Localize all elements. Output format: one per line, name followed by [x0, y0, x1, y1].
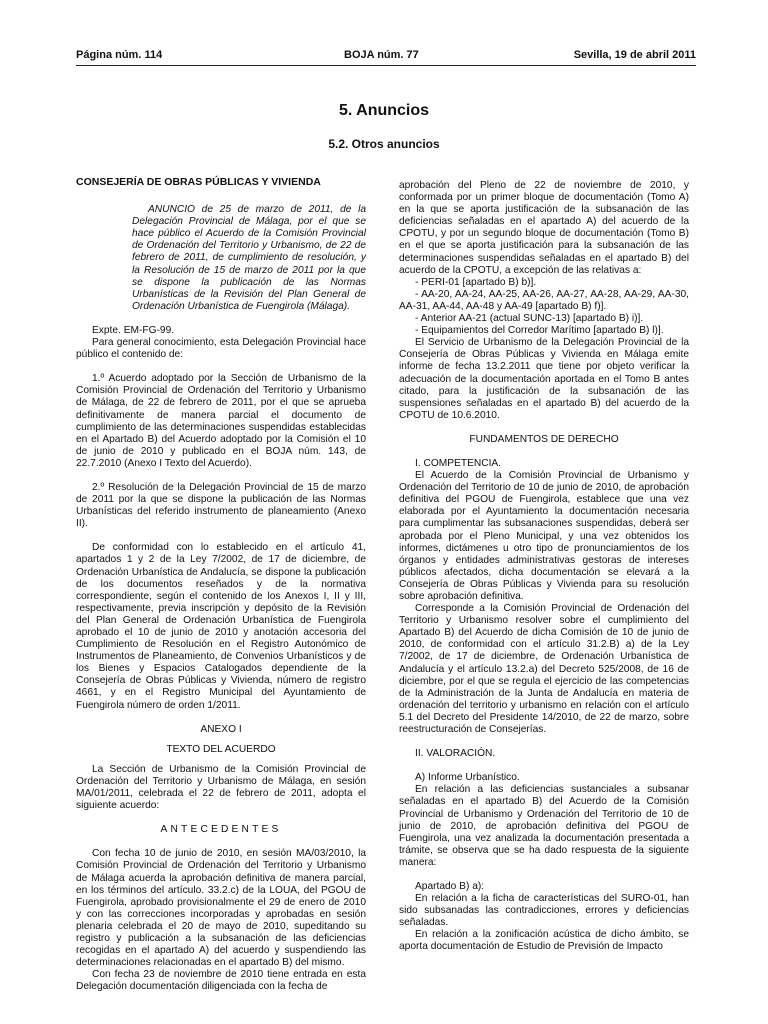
- left-column: [76, 176, 366, 993]
- paragraph: aprobación del Pleno de 22 de noviembre de 2010, y conformada por un primer bloque de documentación (Tomo A) en la que se aporta justificación de la subsanación de las deficiencias señaladas en el apartado A) del acuerdo de la CPOTU, y por un segundo bloque de documentación (Tomo B) en el que se aporta justificación para la subsanación de las determinaciones suspendidas señaladas en el apartado B) del acuerdo de la CPOTU, a excepción de las relativas a:: [399, 180, 689, 276]
- subsection-title: 5.2. Otros anuncios: [328, 137, 440, 151]
- paragraph: Corresponde a la Comisión Provincial de Ordenación del Territorio y Urbanismo resolver sobre el cumplimiento del Apartado B) del Acuerdo de dicha Comisión de 10 de junio de 2010, de conformidad con el artículo 31.2.B) a) de la Ley 7/2002, de 17 de diciembre, de Ordenación Urbanística de Andalucía y el artículo 13.2.a) del Decreto 525/2008, de 16 de diciembre, por el que se regula el ejercicio de las competencias de la Administración de la Junta de Andalucía en materia de ordenación del territorio y urbanismo en relación con el artículo 5.1 del Decreto del Presidente 14/2010, de 22 de marzo, sobre reestructuración de Consejerías.: [399, 603, 689, 736]
- paragraph: 1.º Acuerdo adoptado por la Sección de Urbanismo de la Comisión Provincial de Ordenación del Territorio y Urbanismo de Málaga, de 22 de febrero de 2011, por el que se aprueba definitivamente de manera parcial el documento de cumplimiento de las determinaciones suspendidas establecidas en el Apartado B) del Acuerdo adoptado por la Comisión el 10 de junio de 2010 y publicado en el BOJA núm. 143, de 22.7.2010 (Anexo I Texto del Acuerdo).: [76, 373, 366, 469]
- section-title: 5. Anuncios: [338, 102, 430, 119]
- list-item: - Equipamientos del Corredor Marítimo [apartado B) l)].: [415, 325, 664, 337]
- annex-title: ANEXO I: [200, 723, 242, 735]
- right-column: [399, 180, 689, 954]
- informe-heading: A) Informe Urbanístico.: [415, 772, 520, 784]
- page-header: [76, 49, 696, 65]
- paragraph: 2.º Resolución de la Delegación Provincial de 15 de marzo de 2011 por la que se dispone la publicación de las Normas Urbanísticas del referido instrumento de planeamiento (Anexo II).: [76, 481, 366, 530]
- paragraph: Para general conocimiento, esta Delegación Provincial hace público el contenido de:: [76, 337, 366, 361]
- list-item: - AA-20, AA-24, AA-25, AA-26, AA-27, AA-28, AA-29, AA-30, AA-31, AA-44, AA-48 y AA-49 [apartado B) f)].: [399, 288, 689, 312]
- paragraph: Con fecha 10 de junio de 2010, en sesión MA/03/2010, la Comisión Provincial de Ordenación del Territorio y Urbanismo de Málaga acuerda la aprobación definitiva de manera parcial, en los términos del artículo. 33.2.c) de la LOUA, del PGOU de Fuengirola, aprobado provisionalmente el 29 de enero de 2010 y con las correcciones incorporadas y aprobadas en sesión plenaria celebrada el 20 de mayo de 2010, supeditando su registro y publicación a la subsanación de las deficiencias recogidas en el apartado A) del acuerdo y suspendiendo las determinaciones relacionadas en el apartado B) del mismo.: [76, 848, 366, 969]
- paragraph: En relación a la zonificación acústica de dicho ámbito, se aporta documentación de Estudio de Previsión de Impacto: [399, 929, 689, 953]
- competencia-heading: I. COMPETENCIA.: [415, 457, 502, 469]
- paragraph: Con fecha 23 de noviembre de 2010 tiene entrada en esta Delegación documentación diligenciada con la fecha de: [76, 969, 366, 993]
- list-item: - Anterior AA-21 (actual SUNC-13) [apartado B) i)].: [415, 313, 644, 325]
- paragraph: El Servicio de Urbanismo de la Delegación Provincial de la Consejería de Obras Públicas y Vivienda en Málaga emite informe de fecha 13.2.2011 que tiene por objeto verificar la adecuación de la documentación aportada en el Tomo B antes citado, para la justificación de la subsanación de las suspensiones señaladas en el apartado B) del acuerdo de la CPOTU de 10.6.2010.: [399, 337, 689, 421]
- paragraph: En relación a la ficha de características del SURO-01, han sido subsanadas las contradicciones, errores y deficiencias señaladas.: [399, 893, 689, 929]
- publication-date: Sevilla, 19 de abril 2011: [573, 49, 696, 61]
- header-rule: [76, 65, 696, 66]
- apartado-heading: Apartado B) a):: [415, 880, 485, 892]
- announcement-abstract: ANUNCIO de 25 de marzo de 2011, de la Delegación Provincial de Málaga, por el que se hace público el Acuerdo de la Comisión Provincial de Ordenación del Territorio y Urbanismo, de 22 de febrero de 2011, de cumplimiento de resolución, y la Resolución de 15 de marzo de 2011 por la que se dispone la publicación de las Normas Urbanísticas de la Revisión del Plan General de Ordenación Urbanística de Fuengirola (Málaga).: [132, 204, 366, 312]
- paragraph: En relación a las deficiencias sustanciales a subsanar señaladas en el apartado B) del Acuerdo de la Comisión Provincial de Urbanismo y Ordenación del Territorio de 10 de junio de 2010, de aprobación definitiva del PGOU de Fuengirola, una vez analizada la documentación presentada a trámite, se observa que se ha dado respuesta de la siguiente manera:: [399, 784, 689, 868]
- journal-number: BOJA núm. 77: [344, 49, 419, 61]
- paragraph: La Sección de Urbanismo de la Comisión Provincial de Ordenación del Territorio y Urbanismo de Málaga, en sesión MA/01/2011, celebrada el 22 de febrero de 2011, adopta el siguiente acuerdo:: [76, 763, 366, 812]
- paragraph: De conformidad con lo establecido en el artículo 41, apartados 1 y 2 de la Ley 7/2002, de 17 de diciembre, de Ordenación Urbanística de Andalucía, se dispone la publicación de los documentos reseñados y de la normativa correspondiente, según el contenido de los Anexos I, II y III, respectivamente, previa inscripción y depósito de la Revisión del Plan General de Ordenación Urbanística de Fuengirola aprobado el 10 de junio de 2010 y anotación accesoria del Cumplimiento de Resolución en el Registro Autonómico de Instrumentos de Planeamiento, de Convenios Urbanísticos y de los Bienes y Espacios Catalogados dependiente de la Consejería de Obras Públicas y Vivienda, número de registro 4661, y en el Registro Municipal del Ayuntamiento de Fuengirola número de orden 1/2011.: [76, 542, 366, 711]
- valoracion-heading: II. VALORACIÓN.: [415, 748, 496, 760]
- paragraph: El Acuerdo de la Comisión Provincial de Urbanismo y Ordenación del Territorio de 10 de junio de 2010, de aprobación definitiva del PGOU de Fuengirola, establece que una vez elaborada por el Ayuntamiento la documentación necesaria para cumplimentar las subsanaciones suspendidas, deberá ser aprobada por el Pleno Municipal, y una vez obtenidos los informes, dictámenes u otro tipo de pronunciamientos de los órganos y entidades administrativas gestoras de intereses públicos afectados, dicha documentación se elevará a la Consejería de Obras Públicas y Vivienda para su resolución sobre aprobación definitiva.: [399, 470, 689, 602]
- antecedentes-heading: ANTECEDENTES: [160, 824, 282, 836]
- ministry-heading: CONSEJERÍA DE OBRAS PÚBLICAS Y VIVIENDA: [76, 176, 321, 188]
- file-reference: Expte. EM-FG-99.: [92, 324, 175, 336]
- list-item: - PERI-01 [apartado B) b)].: [415, 276, 537, 288]
- fundamentos-heading: FUNDAMENTOS DE DERECHO: [469, 433, 619, 445]
- annex-subtitle: TEXTO DEL ACUERDO: [166, 743, 276, 755]
- page-number: Página núm. 114: [76, 49, 163, 61]
